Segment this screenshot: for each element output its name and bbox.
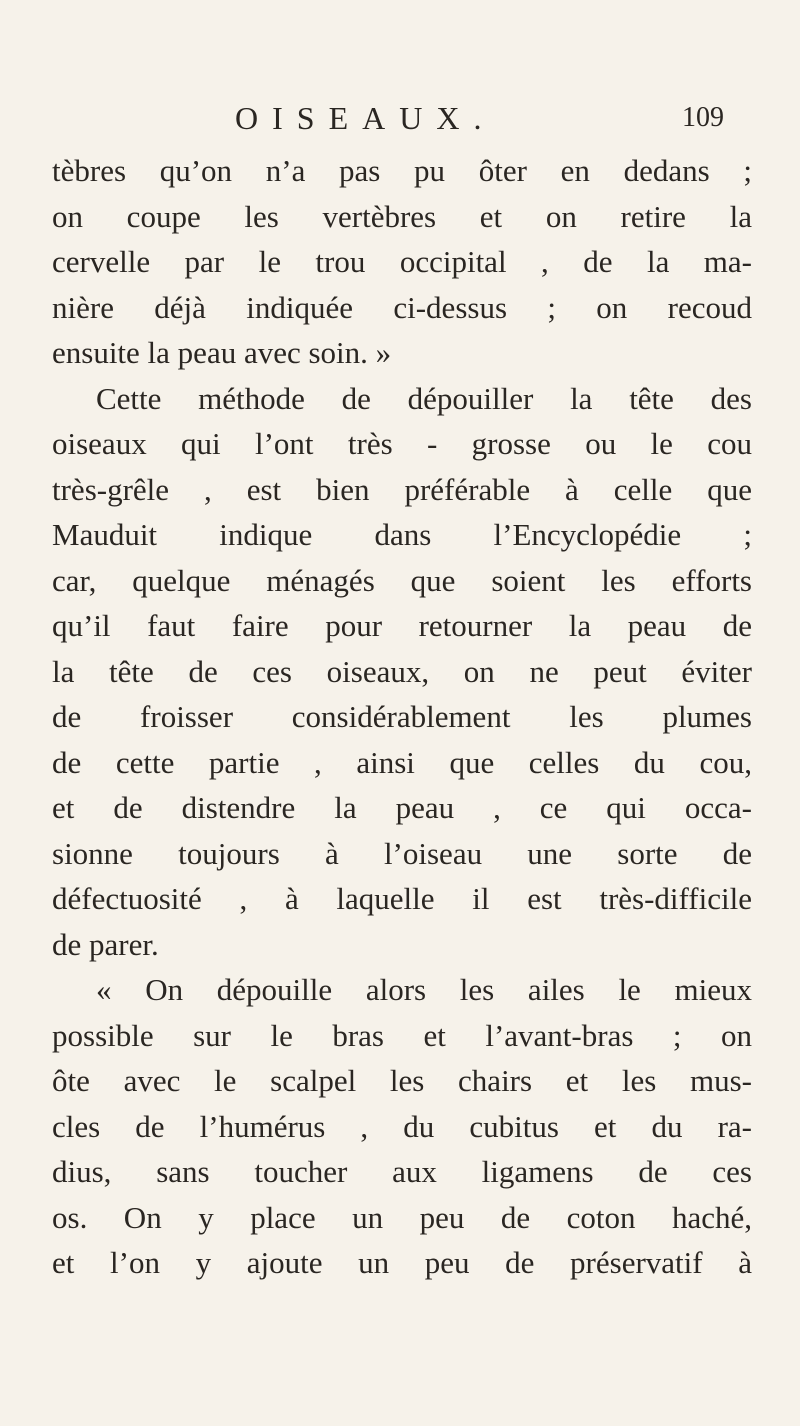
text-line: tèbres qu’on n’a pas pu ôter en dedans ; — [52, 153, 752, 188]
text-line: qu’il faut faire pour retourner la peau de — [52, 608, 752, 643]
text-line: de cette partie , ainsi que celles du cou, — [52, 744, 752, 780]
text-line: ensuite la peau avec soin. » — [52, 335, 392, 370]
page-number: 109 — [682, 102, 724, 133]
text-line: ôte avec le scalpel les chairs et les mus- — [52, 1063, 752, 1098]
text-line: car, quelque ménagés que soient les efforts — [52, 562, 752, 598]
text-line: oiseaux qui l’ont très - grosse ou le cou — [52, 426, 752, 461]
text-line: possible sur le bras et l’avant-bras ; on — [52, 1017, 752, 1053]
text-line: Cette méthode de dépouiller la tête des — [96, 380, 752, 416]
paragraph — [52, 148, 752, 376]
text-line: défectuosité , à laquelle il est très-difficile — [52, 881, 752, 916]
text-line: de parer. — [52, 926, 159, 962]
paragraph — [52, 376, 752, 968]
text-line: et de distendre la peau , ce qui occa- — [52, 790, 752, 825]
running-title: OISEAUX. — [235, 100, 496, 136]
paragraph — [52, 967, 752, 1286]
text-line: os. On y place un peu de coton haché, — [52, 1199, 752, 1235]
text-line: de froisser considérablement les plumes — [52, 699, 752, 734]
text-line: cles de l’humérus , du cubitus et du ra- — [52, 1108, 752, 1144]
text-line: cervelle par le trou occipital , de la ma- — [52, 244, 752, 279]
text-line: sionne toujours à l’oiseau une sorte de — [52, 835, 752, 871]
text-line: on coupe les vertèbres et on retire la — [52, 198, 752, 234]
text-line: la tête de ces oiseaux, on ne peut éviter — [52, 653, 752, 689]
text-line: dius, sans toucher aux ligamens de ces — [52, 1154, 752, 1189]
text-line: Mauduit indique dans l’Encyclopédie ; — [52, 517, 752, 552]
body-text — [52, 148, 752, 1286]
text-line: et l’on y ajoute un peu de préservatif à — [52, 1245, 752, 1280]
page-header — [0, 100, 800, 140]
text-line: nière déjà indiquée ci-dessus ; on recoud — [52, 289, 752, 325]
text-line: très-grêle , est bien préférable à celle que — [52, 471, 752, 507]
text-line: « On dépouille alors les ailes le mieux — [96, 972, 752, 1007]
